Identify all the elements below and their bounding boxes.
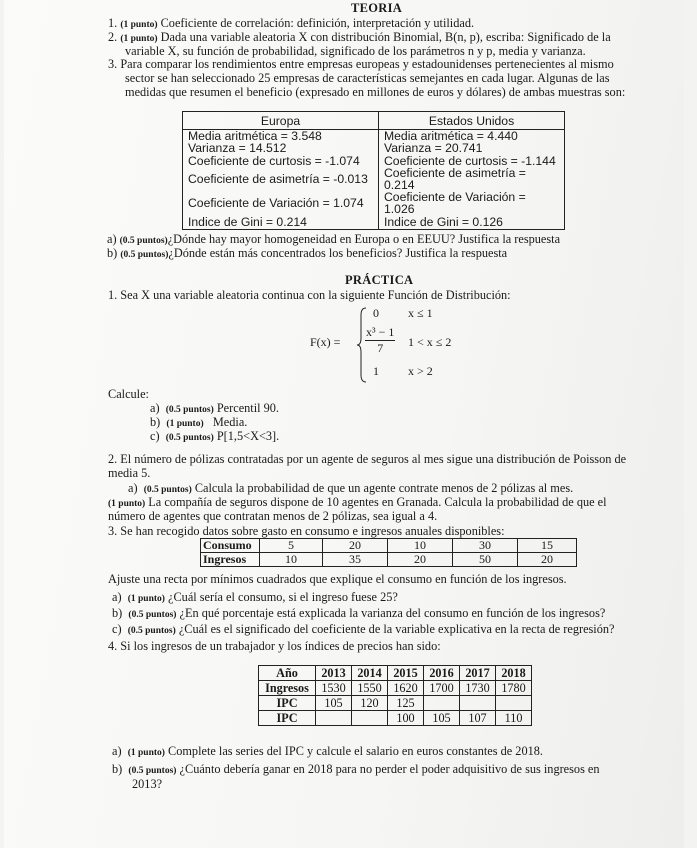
table-cell: 100 — [388, 711, 424, 726]
table-cell: 1700 — [424, 681, 460, 696]
table-cell — [424, 696, 460, 711]
year-cell: 2015 — [388, 666, 424, 681]
theory-question-3-line2: sector se han seleccionado 25 empresas de características semejantes en cada lugar. Algunas de las — [125, 71, 610, 85]
question-text: P[1,5<X<3]. — [216, 429, 280, 443]
year-cell: 2013 — [316, 666, 352, 681]
points-label: (1 punto) — [108, 499, 146, 509]
question-text: ¿Dónde hay mayor homogeneidad en Europa o en EEUU? Justifica la respuesta — [167, 232, 561, 246]
item-label: c) — [112, 622, 122, 636]
item-label: b) — [112, 606, 123, 620]
theory-question-2-cont: variable X, su función de probabilidad, significado de los parámetros n y p, media y varianza. — [125, 44, 586, 58]
item-label: b) — [107, 246, 118, 260]
practice-question-3: 3. Se han recogido datos sobre gasto en consumo e ingresos anuales disponibles: — [108, 524, 505, 538]
table-cell: 107 — [460, 711, 496, 726]
formula-case3-value: 1 — [373, 364, 379, 378]
fraction-numerator: x³ − 1 — [366, 325, 395, 339]
formula-case2-condition: 1 < x ≤ 2 — [408, 335, 452, 349]
row-header-ingresos: Ingresos — [201, 553, 260, 567]
points-label: (0.5 puntos) — [128, 610, 177, 620]
table-row — [259, 681, 532, 696]
question-text: Media. — [212, 415, 248, 429]
table-cell: 105 — [316, 696, 352, 711]
table-cell: 35 — [323, 553, 388, 567]
practice-question-1c — [150, 429, 279, 446]
question-text: Para comparar los rendimientos entre empresas europeas y estadounidenses pertenecientes al mismo — [120, 57, 614, 71]
table-cell: 125 — [388, 696, 424, 711]
points-label: (1 punto) — [120, 20, 158, 30]
practice-title: PRÁCTICA — [345, 273, 414, 287]
table-row — [201, 553, 577, 567]
question-text: ¿En qué porcentaje está explicada la varianza del consumo en función de los ingresos? — [179, 606, 606, 620]
practice-question-1: 1. Sea X una variable aleatoria continua con la siguiente Función de Distribución: — [108, 288, 511, 302]
theory-question-3-line3: medidas que resumen el beneficio (expresado en millones de euros y dólares) de ambas muestras son: — [125, 85, 626, 99]
stats-cell: Indice de Gini = 0.214 — [183, 216, 379, 230]
table-row — [201, 539, 577, 553]
question-number: 3. — [108, 57, 118, 71]
table-row — [259, 711, 532, 726]
table-row — [259, 666, 532, 681]
table-cell: 20 — [388, 553, 453, 567]
question-text: Coeficiente de correlación: definición, interpretación y utilidad. — [160, 16, 475, 30]
table-cell: 1550 — [352, 681, 388, 696]
points-label: (0.5 puntos) — [119, 236, 168, 246]
formula-lhs: F(x) = — [310, 335, 341, 349]
practice-question-4: 4. Si los ingresos de un trabajador y los índices de precios han sido: — [108, 639, 441, 653]
distribution-formula — [310, 305, 480, 385]
stats-cell: Coeficiente de asimetría = -0.013 — [183, 167, 379, 191]
stats-cell: Varianza = 14.512 — [183, 142, 379, 154]
table-cell: 110 — [496, 711, 532, 726]
table-cell: 30 — [453, 539, 518, 553]
practice-question-3a — [112, 590, 398, 607]
fraction-denominator: 7 — [377, 340, 384, 355]
points-label: (1 punto) — [127, 594, 165, 604]
practice-question-3c — [112, 622, 614, 639]
practice-question-4b — [112, 762, 600, 779]
table-cell — [352, 711, 388, 726]
formula-case2-fraction — [365, 325, 395, 355]
practice-question-4a — [112, 744, 543, 761]
table-cell: 20 — [323, 539, 388, 553]
practice-question-4b-cont: 2013? — [132, 777, 163, 791]
table-cell: 1780 — [496, 681, 532, 696]
theory-title: TEORIA — [351, 1, 403, 15]
formula-case3-condition: x > 2 — [408, 364, 433, 378]
points-label: (0.5 puntos) — [128, 766, 177, 776]
points-label: (0.5 puntos) — [143, 485, 192, 495]
ingresos-ipc-table — [258, 665, 532, 726]
table-cell: 10 — [260, 553, 323, 567]
row-header-ipc-2: IPC — [259, 711, 316, 726]
year-cell: 2018 — [496, 666, 532, 681]
year-cell: 2016 — [424, 666, 460, 681]
stats-cell: Coeficiente de Variación = 1.026 — [379, 191, 565, 215]
question-text: ¿Cuál sería el consumo, si el ingreso fuese 25? — [168, 590, 398, 604]
question-number: 1. — [108, 16, 118, 30]
item-label: b) — [112, 762, 123, 776]
item-label: a) — [112, 590, 122, 604]
question-text: Calcula la probabilidad de que un agente contrate menos de 2 pólizas al mes. — [194, 481, 574, 495]
item-label: a) — [150, 401, 160, 415]
points-label: (0.5 puntos) — [165, 433, 214, 443]
question-text: ¿Cuál es el significado del coeficiente de la variable explicativa en la recta de regresión? — [178, 622, 615, 636]
row-header-consumo: Consumo — [201, 539, 260, 553]
stats-cell: Indice de Gini = 0.126 — [379, 216, 565, 230]
item-label: b) — [150, 415, 161, 429]
points-label: (0.5 puntos) — [127, 626, 176, 636]
table-cell: 1530 — [316, 681, 352, 696]
table-row — [183, 155, 565, 167]
table-row — [183, 142, 565, 154]
table-cell — [496, 696, 532, 711]
table-row — [259, 696, 532, 711]
item-label: a) — [112, 744, 122, 758]
points-label: (1 punto) — [166, 419, 204, 429]
table-cell — [316, 711, 352, 726]
theory-question-3 — [108, 57, 614, 72]
points-label: (0.5 puntos) — [120, 250, 169, 260]
stats-table — [182, 111, 565, 230]
consumo-ingresos-table — [200, 538, 577, 567]
table-cell: 15 — [518, 539, 577, 553]
stats-header-row — [183, 112, 565, 130]
question-text: ¿Dónde están más concentrados los beneficios? Justifica la respuesta — [168, 246, 508, 260]
points-label: (0.5 puntos) — [165, 405, 214, 415]
practice-question-2b-cont: número de agentes que contratan menos de 2 pólizas, sea igual a 4. — [108, 509, 438, 523]
table-row — [183, 167, 565, 191]
question-text: Percentil 90. — [216, 401, 279, 415]
item-label: a) — [128, 481, 138, 495]
year-cell: 2014 — [352, 666, 388, 681]
question-number: 2. — [108, 30, 118, 44]
table-row — [183, 191, 565, 215]
table-cell: 10 — [388, 539, 453, 553]
formula-case1-condition: x ≤ 1 — [408, 306, 433, 320]
table-cell — [460, 696, 496, 711]
calcule-label: Calcule: — [108, 387, 149, 401]
question-text: La compañía de seguros dispone de 10 agentes en Granada. Calcula la probabilidad de que el — [148, 495, 607, 509]
stats-cell: Coeficiente de curtosis = -1.074 — [183, 155, 379, 167]
question-text: Complete las series del IPC y calcule el salario en euros constantes de 2018. — [168, 744, 543, 758]
points-label: (1 punto) — [127, 748, 165, 758]
points-label: (1 punto) — [120, 34, 158, 44]
stats-cell: Coeficiente de curtosis = -1.144 — [379, 155, 565, 167]
row-header-year: Año — [259, 666, 316, 681]
table-cell: 50 — [453, 553, 518, 567]
stats-cell: Varianza = 20.741 — [379, 142, 565, 154]
table-cell: 5 — [260, 539, 323, 553]
practice-question-3-fit: Ajuste una recta por mínimos cuadrados que explique el consumo en función de los ingresos. — [108, 572, 567, 586]
practice-question-2: 2. El número de pólizas contratadas por un agente de seguros al mes sigue una distribución de Poisson de — [108, 452, 627, 466]
table-row — [183, 216, 565, 230]
stats-cell: Coeficiente de asimetría = 0.214 — [379, 167, 565, 191]
question-text: ¿Cuánto debería ganar en 2018 para no perder el poder adquisitivo de sus ingresos en — [179, 762, 600, 776]
stats-cell: Media aritmética = 4.440 — [379, 130, 565, 143]
item-label: a) — [107, 232, 117, 246]
table-cell: 20 — [518, 553, 577, 567]
table-cell: 105 — [424, 711, 460, 726]
table-cell: 1620 — [388, 681, 424, 696]
question-text: Dada una variable aleatoria X con distribución Binomial, B(n, p), escriba: Significado de la — [160, 30, 611, 44]
practice-question-2-cont: media 5. — [108, 466, 151, 480]
table-cell: 1730 — [460, 681, 496, 696]
table-cell: 120 — [352, 696, 388, 711]
stats-header-europa: Europa — [183, 112, 379, 130]
practice-question-3b — [112, 606, 605, 623]
row-header-ipc-1: IPC — [259, 696, 316, 711]
stats-cell: Media aritmética = 3.548 — [183, 130, 379, 143]
exam-page — [4, 0, 684, 848]
year-cell: 2017 — [460, 666, 496, 681]
item-label: c) — [150, 429, 160, 443]
stats-cell: Coeficiente de Variación = 1.074 — [183, 191, 379, 215]
row-header-ingresos: Ingresos — [259, 681, 316, 696]
formula-case1-value: 0 — [373, 306, 379, 320]
theory-question-3b — [107, 246, 507, 263]
stats-header-eeuu: Estados Unidos — [379, 112, 565, 130]
